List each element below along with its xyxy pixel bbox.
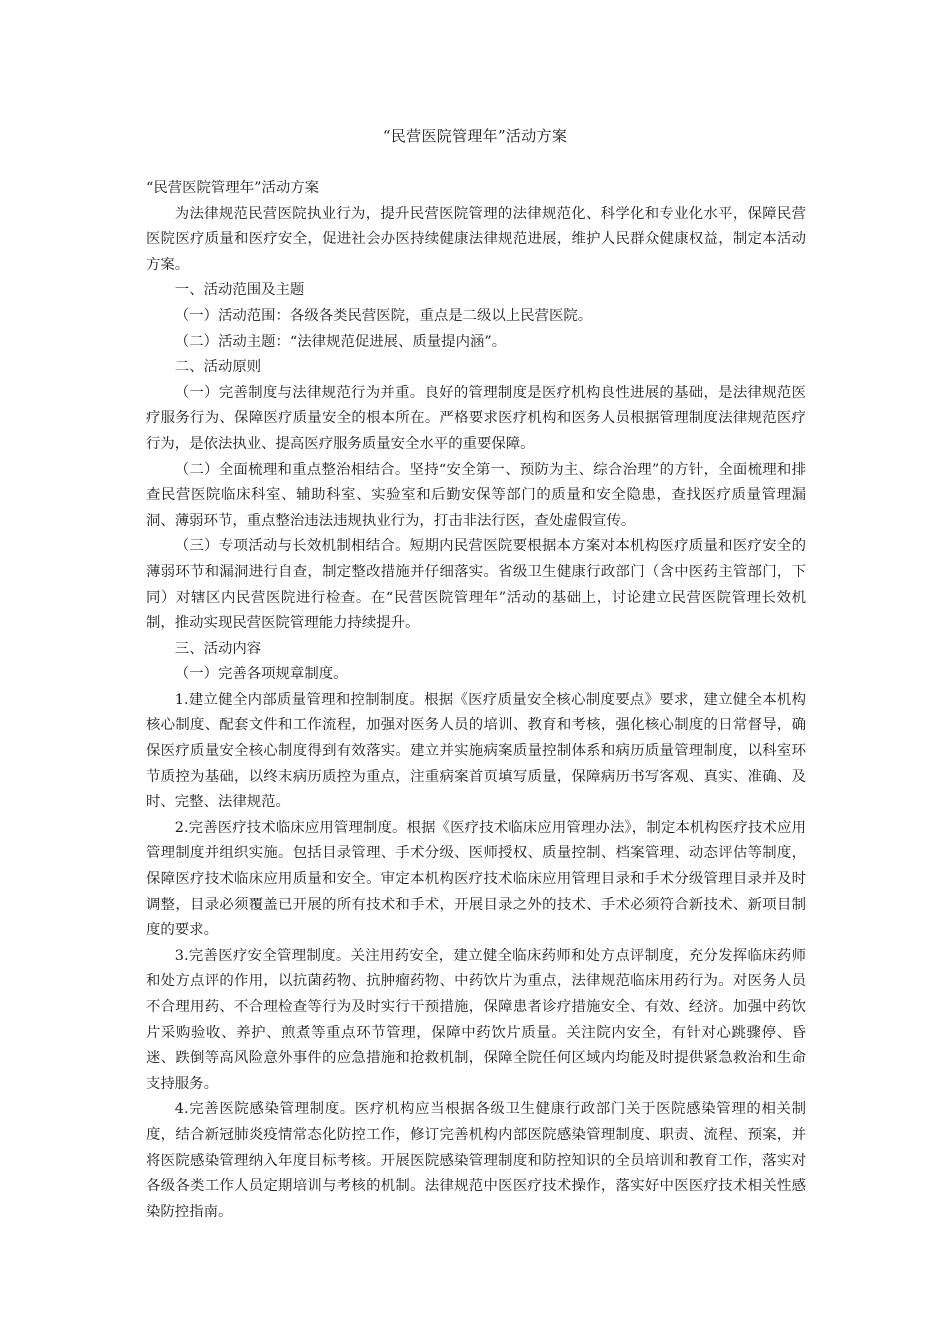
body-paragraph: （二）全面梳理和重点整治相结合。坚持“安全第一、预防为主、综合治理”的方针，全面梳理和排查民营医院临床科室、辅助科室、实验室和后勤安保等部门的质量和安全隐患，查找医疗质量管理漏洞、薄弱环节，重点整治违法违规执业行为，打击非法行医，查处虚假宣传。 [146, 461, 806, 529]
document-body [146, 176, 806, 1225]
body-paragraph: （一）完善制度与法律规范行为并重。良好的管理制度是医疗机构良性进展的基础，是法律规范医疗服务行为、保障医疗质量安全的根本所在。严格要求医疗机构和医务人员根据管理制度法律规范医疗行为，是依法执业、提高医疗服务质量安全水平的重要保障。 [146, 384, 806, 452]
body-paragraph: 4.完善医院感染管理制度。医疗机构应当根据各级卫生健康行政部门关于医院感染管理的相关制度，结合新冠肺炎疫情常态化防控工作，修订完善机构内部医院感染管理制度、职责、流程、预案，并将医院感染管理纳入年度目标考核。开展医院感染管理制度和防控知识的全员培训和教育工作，落实对各级各类工作人员定期培训与考核的机制。法律规范中医医疗技术操作，落实好中医医疗技术相关性感染防控指南。 [146, 1101, 806, 1220]
body-paragraph: （一）活动范围：各级各类民营医院，重点是二级以上民营医院。 [174, 307, 593, 324]
body-paragraph: （三）专项活动与长效机制相结合。短期内民营医院要根据本方案对本机构医疗质量和医疗安全的薄弱环节和漏洞进行自查，制定整改措施并仔细落实。省级卫生健康行政部门（含中医药主管部门，下同）对辖区内民营医院进行检查。在“民营医院管理年”活动的基础上，讨论建立民营医院管理长效机制，推动实现民营医院管理能力持续提升。 [146, 538, 806, 632]
body-paragraph: （一）完善各项规章制度。 [174, 666, 348, 683]
body-paragraph: 二、活动原则 [174, 359, 262, 376]
body-paragraph: “民营医院管理年”活动方案 [146, 180, 320, 196]
body-paragraph: 3.完善医疗安全管理制度。关注用药安全，建立健全临床药师和处方点评制度，充分发挥临床药师和处方点评的作用，以抗菌药物、抗肿瘤药物、中药饮片为重点，法律规范临床用药行为。对医务人员不合理用药、不合理检查等行为及时实行干预措施，保障患者诊疗措施安全、有效、经济。加强中药饮片采购验收、养护、煎煮等重点环节管理，保障中药饮片质量。关注院内安全，有针对心跳骤停、昏迷、跌倒等高风险意外事件的应急措施和抢救机制，保障全院任何区域内均能及时提供紧急救治和生命支持服务。 [146, 947, 806, 1092]
document-title: “民营医院管理年”活动方案 [382, 127, 568, 145]
body-paragraph: （二）活动主题：“法律规范促进展、质量提内涵”。 [174, 333, 507, 350]
body-paragraph: 1.建立健全内部质量管理和控制制度。根据《医疗质量安全核心制度要点》要求，建立健全本机构核心制度、配套文件和工作流程，加强对医务人员的培训、教育和考核，强化核心制度的日常督导，确保医疗质量安全核心制度得到有效落实。建立并实施病案质量控制体系和病历质量管理制度，以科室环节质控为基础，以终末病历质控为重点，注重病案首页填写质量，保障病历书写客观、真实、准确、及时、完整、法律规范。 [146, 691, 806, 811]
body-paragraph: 2.完善医疗技术临床应用管理制度。根据《医疗技术临床应用管理办法》，制定本机构医疗技术应用管理制度并组织实施。包括目录管理、手术分级、医师授权、质量控制、档案管理、动态评估等制度，保障医疗技术临床应用质量和安全。审定本机构医疗技术临床应用管理目录和手术分级管理目录并及时调整，目录必须覆盖已开展的所有技术和手术，开展目录之外的技术、手术必须符合新技术、新项目制度的要求。 [146, 819, 806, 939]
body-paragraph: 为法律规范民营医院执业行为，提升民营医院管理的法律规范化、科学化和专业化水平，保障民营医院医疗质量和医疗安全，促进社会办医持续健康法律规范进展，维护人民群众健康权益，制定本活动方案。 [146, 205, 806, 273]
body-paragraph: 三、活动内容 [174, 640, 262, 657]
body-paragraph: 一、活动范围及主题 [174, 282, 305, 299]
